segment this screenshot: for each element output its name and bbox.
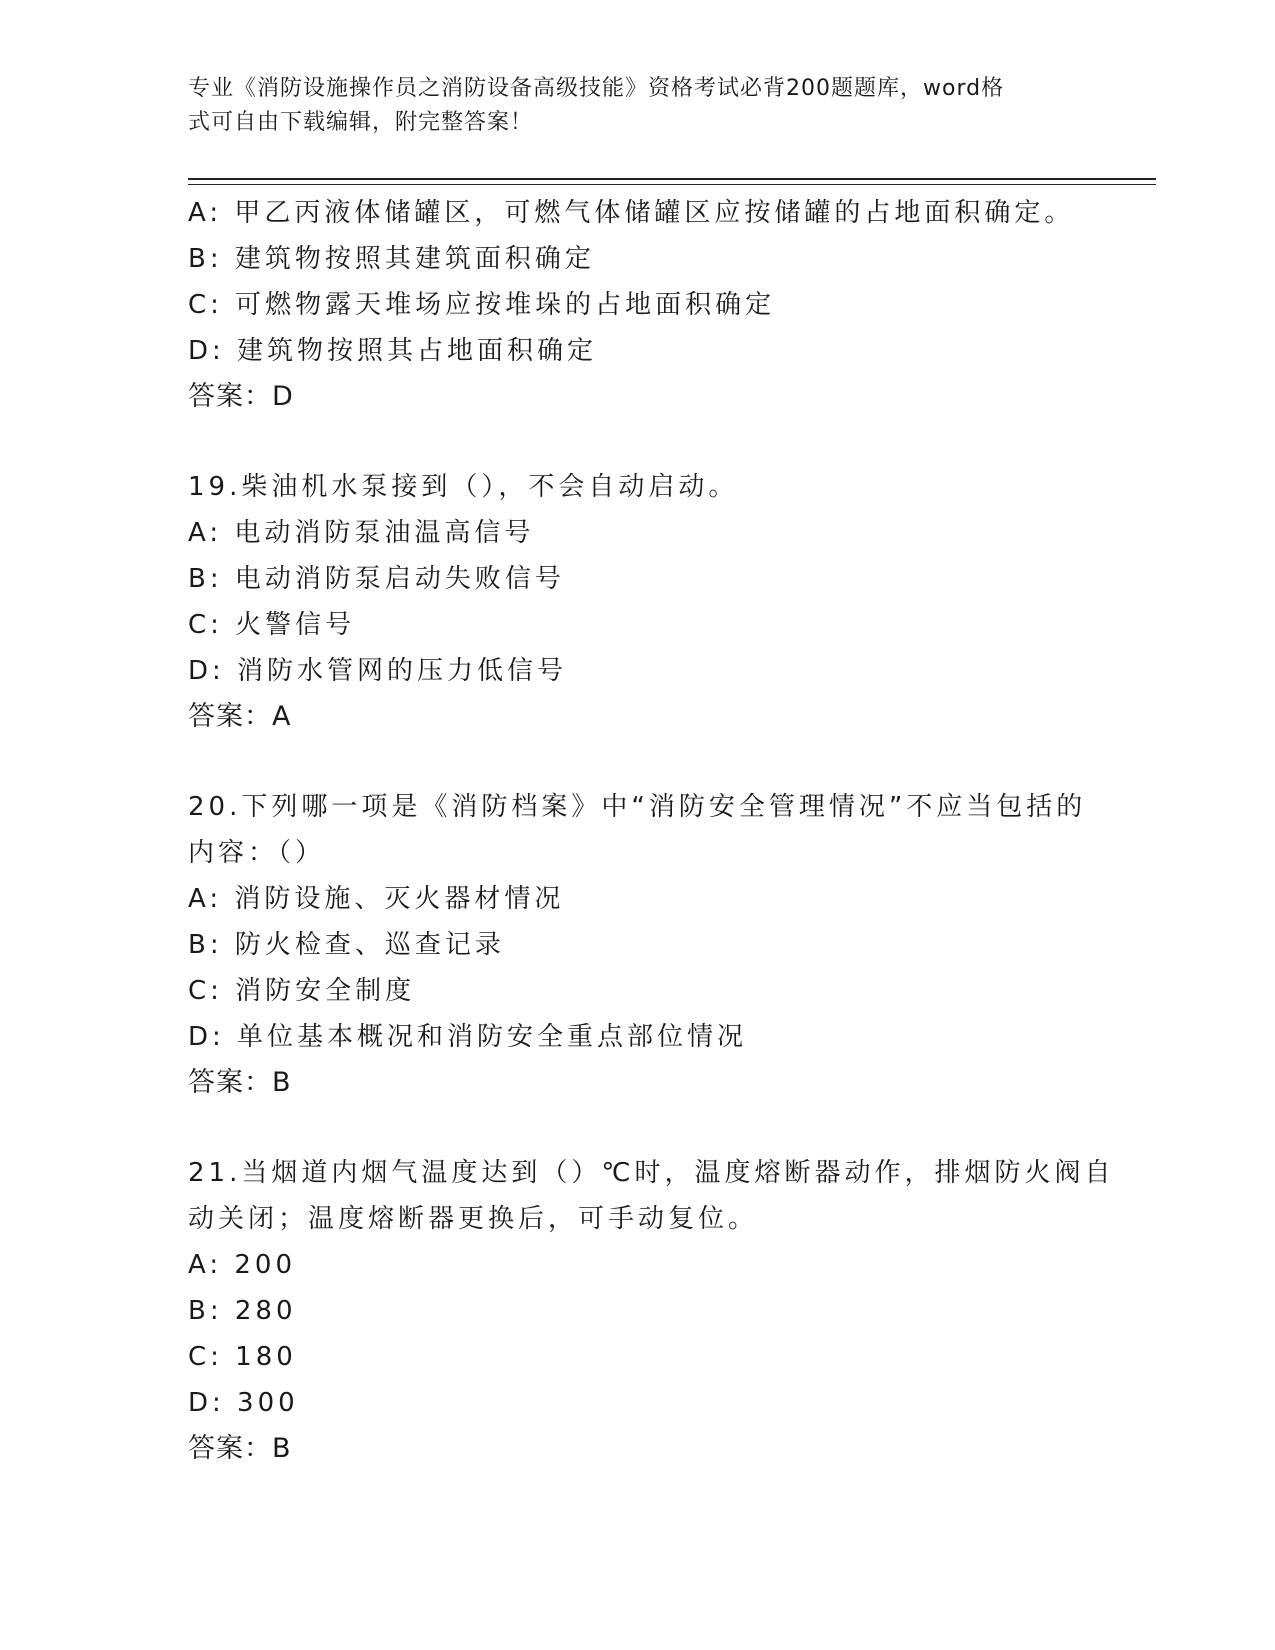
option-a: A: 甲乙丙液体储罐区，可燃气体储罐区应按储罐的占地面积确定。 xyxy=(188,198,1075,228)
header-rule-thin xyxy=(188,184,1156,185)
question-text-line-1: 21.当烟道内烟气温度达到（）℃时，温度熔断器动作，排烟防火阀自 xyxy=(188,1158,1115,1188)
answer: 答案：D xyxy=(188,381,294,412)
option-d: D: 建筑物按照其占地面积确定 xyxy=(188,336,598,366)
option-a: A: 消防设施、灭火器材情况 xyxy=(188,884,565,914)
option-b: B: 建筑物按照其建筑面积确定 xyxy=(188,244,595,274)
option-c: C: 火警信号 xyxy=(188,610,356,640)
question-text-line-2: 动关闭；温度熔断器更换后，可手动复位。 xyxy=(188,1204,759,1234)
answer: 答案：B xyxy=(188,1067,292,1098)
option-b: B: 防火检查、巡查记录 xyxy=(188,930,505,960)
option-c: C: 消防安全制度 xyxy=(188,976,416,1006)
option-d: D: 消防水管网的压力低信号 xyxy=(188,656,568,686)
question-text-line-1: 20.下列哪一项是《消防档案》中“消防安全管理情况”不应当包括的 xyxy=(188,792,1087,822)
option-d: D: 单位基本概况和消防安全重点部位情况 xyxy=(188,1022,748,1052)
option-b: B: 电动消防泵启动失败信号 xyxy=(188,564,565,594)
question-19 xyxy=(188,464,1088,740)
option-c: C: 180 xyxy=(188,1342,297,1372)
option-c: C: 可燃物露天堆场应按堆垛的占地面积确定 xyxy=(188,290,776,320)
question-list xyxy=(188,190,1115,1472)
question-18 xyxy=(188,190,1088,420)
answer: 答案：B xyxy=(188,1433,292,1464)
document-header xyxy=(188,72,1068,140)
header-line-1: 专业《消防设施操作员之消防设备高级技能》资格考试必背200题题库，word格 xyxy=(188,76,1005,101)
question-text: 19.柴油机水泵接到（），不会自动启动。 xyxy=(188,472,739,502)
question-text-line-2: 内容：（） xyxy=(188,838,326,868)
header-rule-thick xyxy=(188,178,1156,180)
question-21 xyxy=(188,1150,1115,1472)
answer: 答案：A xyxy=(188,701,292,732)
option-d: D: 300 xyxy=(188,1388,299,1418)
option-b: B: 280 xyxy=(188,1296,297,1326)
header-line-2: 式可自由下载编辑，附完整答案！ xyxy=(188,110,534,135)
question-20 xyxy=(188,784,1088,1106)
option-a: A: 200 xyxy=(188,1250,296,1280)
option-a: A: 电动消防泵油温高信号 xyxy=(188,518,535,548)
